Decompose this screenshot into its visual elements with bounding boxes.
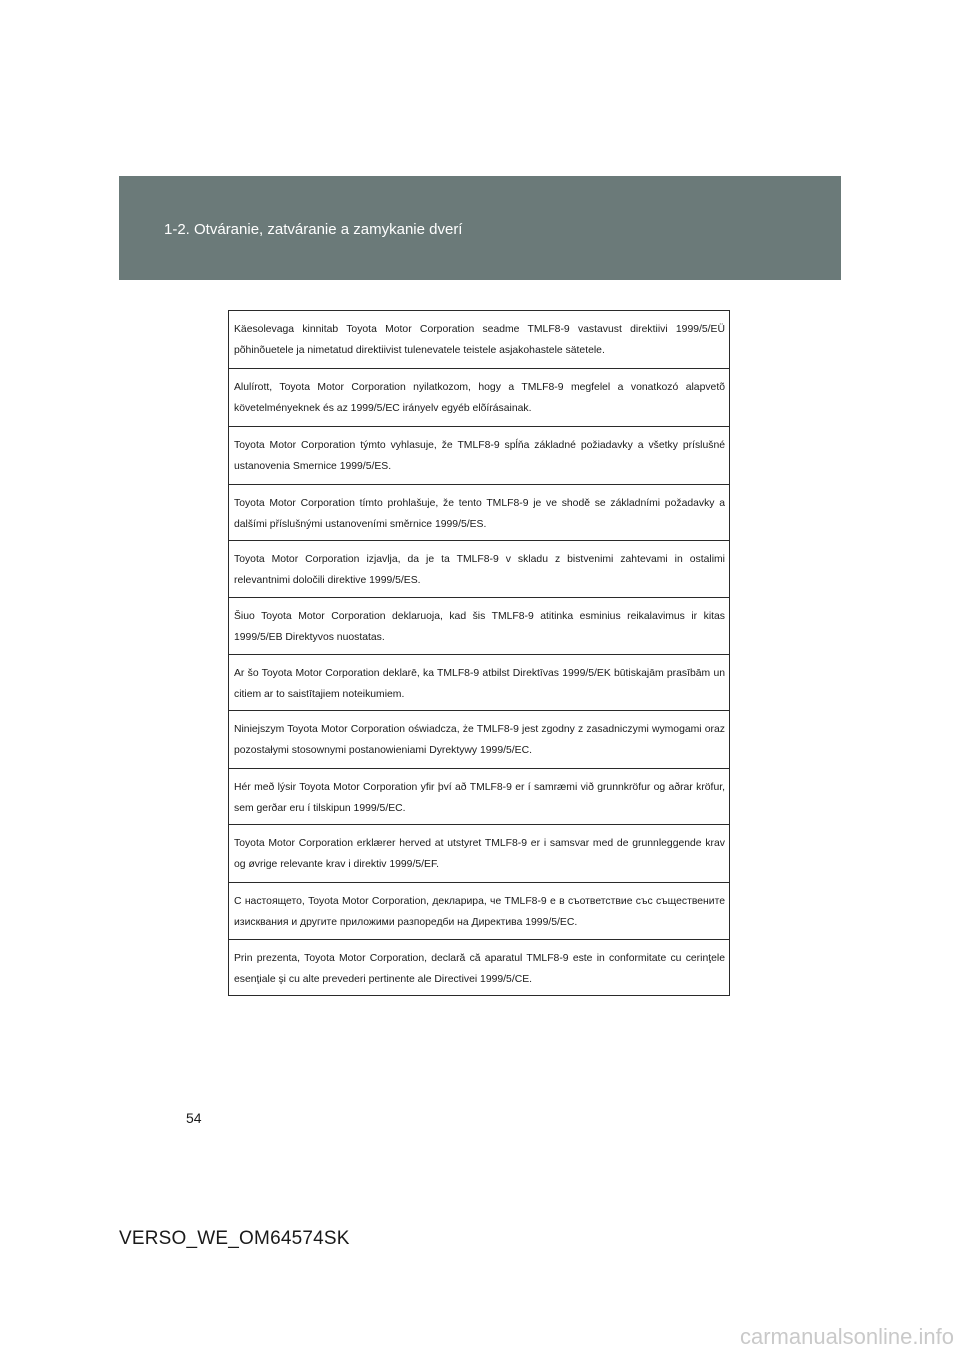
declaration-row-bulgarian [229,883,729,940]
declaration-text: Toyota Motor Corporation tímto prohlašuje, že tento TMLF8-9 je ve shodě se základními požadavky a dalšími příslušnými ustanoveními směrnice 1999/5/ES. [234,498,725,530]
declaration-row-czech [229,485,729,541]
declaration-row-icelandic [229,769,729,825]
declaration-row-slovenian [229,541,729,598]
section-title: 1-2. Otváranie, zatváranie a zamykanie dverí [164,221,463,238]
declaration-text: Toyota Motor Corporation týmto vyhlasuje, že TMLF8-9 spĺňa základné požiadavky a všetky príslušné ustanovenia Smernice 1999/5/ES. [234,440,725,472]
declaration-row-romanian [229,940,729,997]
declaration-table [228,310,730,996]
declaration-text: Šiuo Toyota Motor Corporation deklaruoja, kad šis TMLF8-9 atitinka esminius reikalavimus ir kitas 1999/5/EB Direktyvos nuostatas. [234,611,725,643]
declaration-text: Toyota Motor Corporation erklærer herved at utstyret TMLF8-9 er i samsvar med de grunnleggende krav og øvrige relevante krav i direktiv 1999/5/EF. [234,838,725,870]
declaration-text: Ar šo Toyota Motor Corporation deklarē, ka TMLF8-9 atbilst Direktīvas 1999/5/EK būtiskajām prasībām un citiem ar to saistītajiem noteikumiem. [234,668,725,700]
section-header-band [119,176,841,280]
declaration-text: Niniejszym Toyota Motor Corporation oświadcza, że TMLF8-9 jest zgodny z zasadniczymi wymogami oraz pozostałymi stosownymi postanowieniami Dyrektywy 1999/5/EC. [234,724,725,756]
declaration-row-slovak [229,427,729,485]
document-code: VERSO_WE_OM64574SK [119,1228,350,1249]
declaration-row-latvian [229,655,729,711]
declaration-text: Toyota Motor Corporation izjavlja, da je ta TMLF8-9 v skladu z bistvenimi zahtevami in ostalimi relevantnimi določili direktive 1999/5/ES. [234,554,725,586]
declaration-row-hungarian [229,369,729,427]
declaration-row-lithuanian [229,598,729,655]
declaration-row-norwegian [229,825,729,883]
declaration-text: Käesolevaga kinnitab Toyota Motor Corporation seadme TMLF8-9 vastavust direktiivi 1999/5/EÜ põhinõuetele ja nimetatud direktiivist tulenevatele teistele asjakohastele sätetele. [234,324,725,356]
page-number: 54 [186,1110,202,1126]
declaration-row-polish [229,711,729,769]
declaration-text: Hér með lýsir Toyota Motor Corporation yfir því að TMLF8-9 er í samræmi við grunnkröfur og aðrar kröfur, sem gerðar eru í tilskipun 1999/5/EC. [234,782,725,814]
declaration-row-estonian [229,311,729,369]
declaration-text: С настоящето, Toyota Motor Corporation, декларира, че TMLF8-9 е в съответствие със съществените изисквания и другите приложими разпоредби на Директива 1999/5/EC. [234,896,725,928]
declaration-text: Prin prezenta, Toyota Motor Corporation, declară că aparatul TMLF8-9 este in conformitate cu cerinţele esenţiale şi cu alte prevederi pertinente ale Directivei 1999/5/CE. [234,953,725,985]
declaration-text: Alulírott, Toyota Motor Corporation nyilatkozom, hogy a TMLF8-9 megfelel a vonatkozó alapvetõ követelményeknek és az 1999/5/EC irányelv egyéb elõírásainak. [234,382,725,414]
site-watermark: carmanualsonline.info [739,1324,954,1349]
